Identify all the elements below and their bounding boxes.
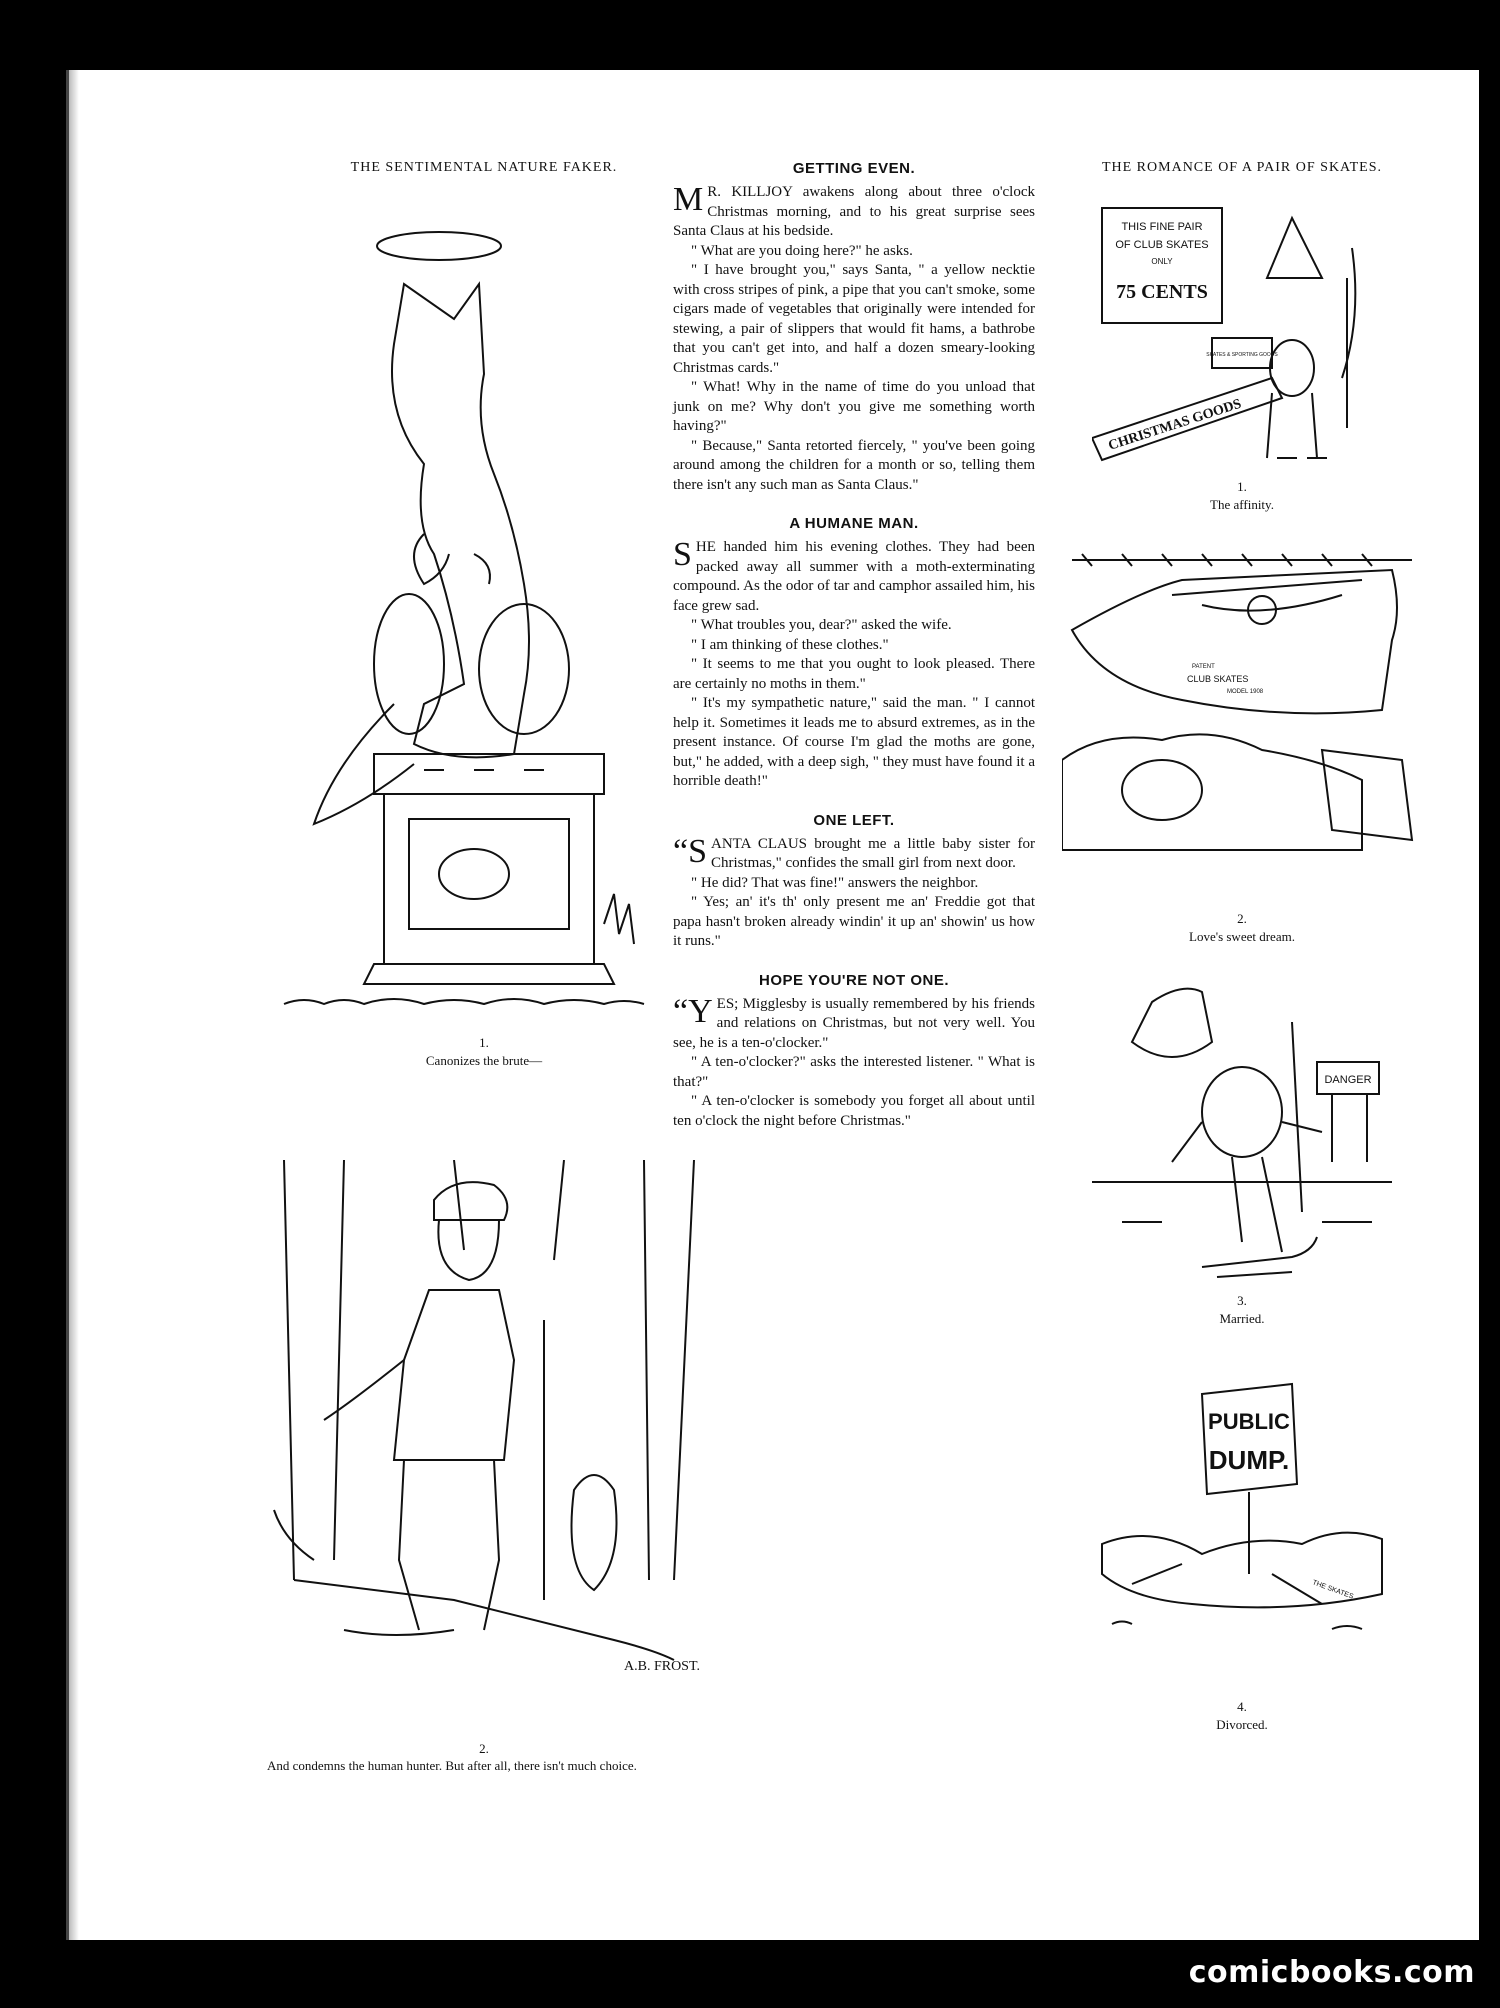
drop-cap: S: [673, 536, 692, 573]
danger-sign: DANGER: [1324, 1074, 1372, 1086]
story-paragraph: " I have brought you," says Santa, " a yellow necktie with cross stripes of pink, a pipe that you can't smoke, some cigars made of vegetables that originally were intended for stewing, a pair of slippers that would fit hams, a bathrobe that you can't get into, and half a dozen smeary-looking Christmas cards.": [673, 262, 1035, 376]
fox-on-pedestal-illustration: [274, 224, 694, 1014]
skate-label: PATENT: [1192, 664, 1215, 670]
hunter-with-deer-illustration: [254, 1160, 714, 1720]
story-paragraph: " It seems to me that you ought to look pleased. There are certainly no moths in them.": [673, 656, 1035, 692]
shop-sign-line: THIS FINE PAIR: [1121, 221, 1203, 233]
drop-cap: “S: [673, 832, 707, 870]
left-panel2-number: 2.: [479, 1741, 489, 1756]
story-paragraph: " I am thinking of these clothes.": [691, 636, 889, 653]
skate-label: CLUB SKATES: [1187, 674, 1249, 684]
magazine-page: [66, 70, 1479, 1940]
story-one-left: [673, 812, 1035, 952]
story-paragraph: " It's my sympathetic nature," said the man. " I cannot help it. Sometimes it leads me to absurd extremes, as in the present instance. Of course I'm glad the moths are gone, but," he added, with a deep sigh, " they must have found it a horrible death!": [673, 695, 1035, 789]
right-panel1-number: 1.: [1237, 479, 1247, 494]
right-panel1-caption: The affinity.: [1210, 497, 1274, 512]
story-paragraph: SHE handed him his evening clothes. They had been packed away all summer with a moth-exterminating compound. As the odor of tar and camphor assailed him, his face grew sad.: [673, 536, 1035, 614]
story-paragraph: " Because," Santa retorted fiercely, " you've been going around among the children for a month or so, telling them there isn't any such man as Santa Claus.": [673, 437, 1035, 493]
story-paragraph: " He did? That was fine!" answers the neighbor.: [691, 874, 979, 891]
right-panel4-number: 4.: [1237, 1699, 1247, 1714]
right-column: [1033, 160, 1451, 1734]
frost-signature: A.B. FROST.: [624, 1659, 700, 1674]
right-panel4-caption: Divorced.: [1216, 1717, 1268, 1732]
shop-sign-line: ONLY: [1151, 257, 1173, 266]
public-dump-illustration: [1092, 1374, 1392, 1674]
story-paragraph: “YES; Migglesby is usually remembered by his friends and relations on Christmas, but not very well. You see, he is a ten-o'clocker.": [673, 992, 1035, 1051]
right-column-title: THE ROMANCE OF A PAIR OF SKATES.: [1101, 160, 1383, 175]
story-paragraph: " What! Why in the name of time do you unload that junk on me? Why don't you give me something worth having?": [673, 379, 1035, 434]
right-panel2-caption: Love's sweet dream.: [1189, 929, 1295, 944]
right-panel2-number: 2.: [1237, 911, 1247, 926]
story-hope-youre-not-one: [673, 972, 1035, 1132]
skate-label: MODEL 1908: [1227, 689, 1264, 695]
christmas-goods-banner: CHRISTMAS GOODS: [1106, 396, 1244, 454]
right-panel3-number: 3.: [1237, 1293, 1247, 1308]
dump-sign-line: PUBLIC: [1208, 1409, 1290, 1434]
drop-cap: M: [673, 181, 704, 218]
story-getting-even: [673, 160, 1035, 495]
comicbooks-watermark: comicbooks.com: [1188, 1955, 1475, 1990]
skating-fall-illustration: [1092, 982, 1392, 1292]
story-paragraph: " What are you doing here?" he asks.: [691, 242, 913, 259]
story-heading: ONE LEFT.: [813, 811, 895, 829]
story-paragraph: " What troubles you, dear?" asked the wife.: [691, 617, 952, 633]
left-panel1-number: 1.: [479, 1035, 489, 1050]
story-paragraph: " Yes; an' it's th' only present me an' Freddie got that papa hasn't broken already windin' it up an' showin' us how it runs.": [673, 894, 1035, 949]
middle-column: [673, 160, 1035, 1151]
skates-shop-window-illustration: [1092, 198, 1392, 478]
left-column-title: THE SENTIMENTAL NATURE FAKER.: [350, 160, 618, 175]
story-heading: GETTING EVEN.: [792, 160, 916, 177]
left-column: [249, 160, 719, 1774]
story-paragraph: “SANTA CLAUS brought me a little baby sister for Christmas," confides the small girl from next door.: [673, 832, 1035, 871]
skates-label: THE SKATES: [1311, 1579, 1355, 1601]
story-heading: A HUMANE MAN.: [789, 515, 919, 532]
story-humane-man: [673, 515, 1035, 792]
dreaming-of-skates-illustration: [1062, 550, 1422, 910]
dump-sign-line: DUMP.: [1208, 1445, 1290, 1475]
left-panel2-caption: And condemns the human hunter. But after all, there isn't much choice.: [267, 1758, 637, 1773]
shop-sign-line: OF CLUB SKATES: [1115, 239, 1209, 251]
story-paragraph: " A ten-o'clocker is somebody you forget all about until ten o'clock the night before Christmas.": [673, 1093, 1035, 1129]
story-heading: HOPE YOU'RE NOT ONE.: [759, 971, 949, 989]
right-panel3-caption: Married.: [1219, 1311, 1265, 1326]
drop-cap: “Y: [673, 992, 713, 1030]
page-binding-shadow: [69, 70, 79, 1940]
left-panel1-caption: Canonizes the brute—: [425, 1053, 543, 1068]
shop-sign-price: 75 CENTS: [1116, 281, 1208, 303]
story-paragraph: " A ten-o'clocker?" asks the interested listener. " What is that?": [673, 1054, 1035, 1090]
small-shop-sign: SKATES & SPORTING GOODS: [1206, 352, 1278, 358]
story-paragraph: M R. KILLJOY awakens along about three o'clock Christmas morning, and to his great surprise sees Santa Claus at his bedside.: [673, 181, 1035, 239]
